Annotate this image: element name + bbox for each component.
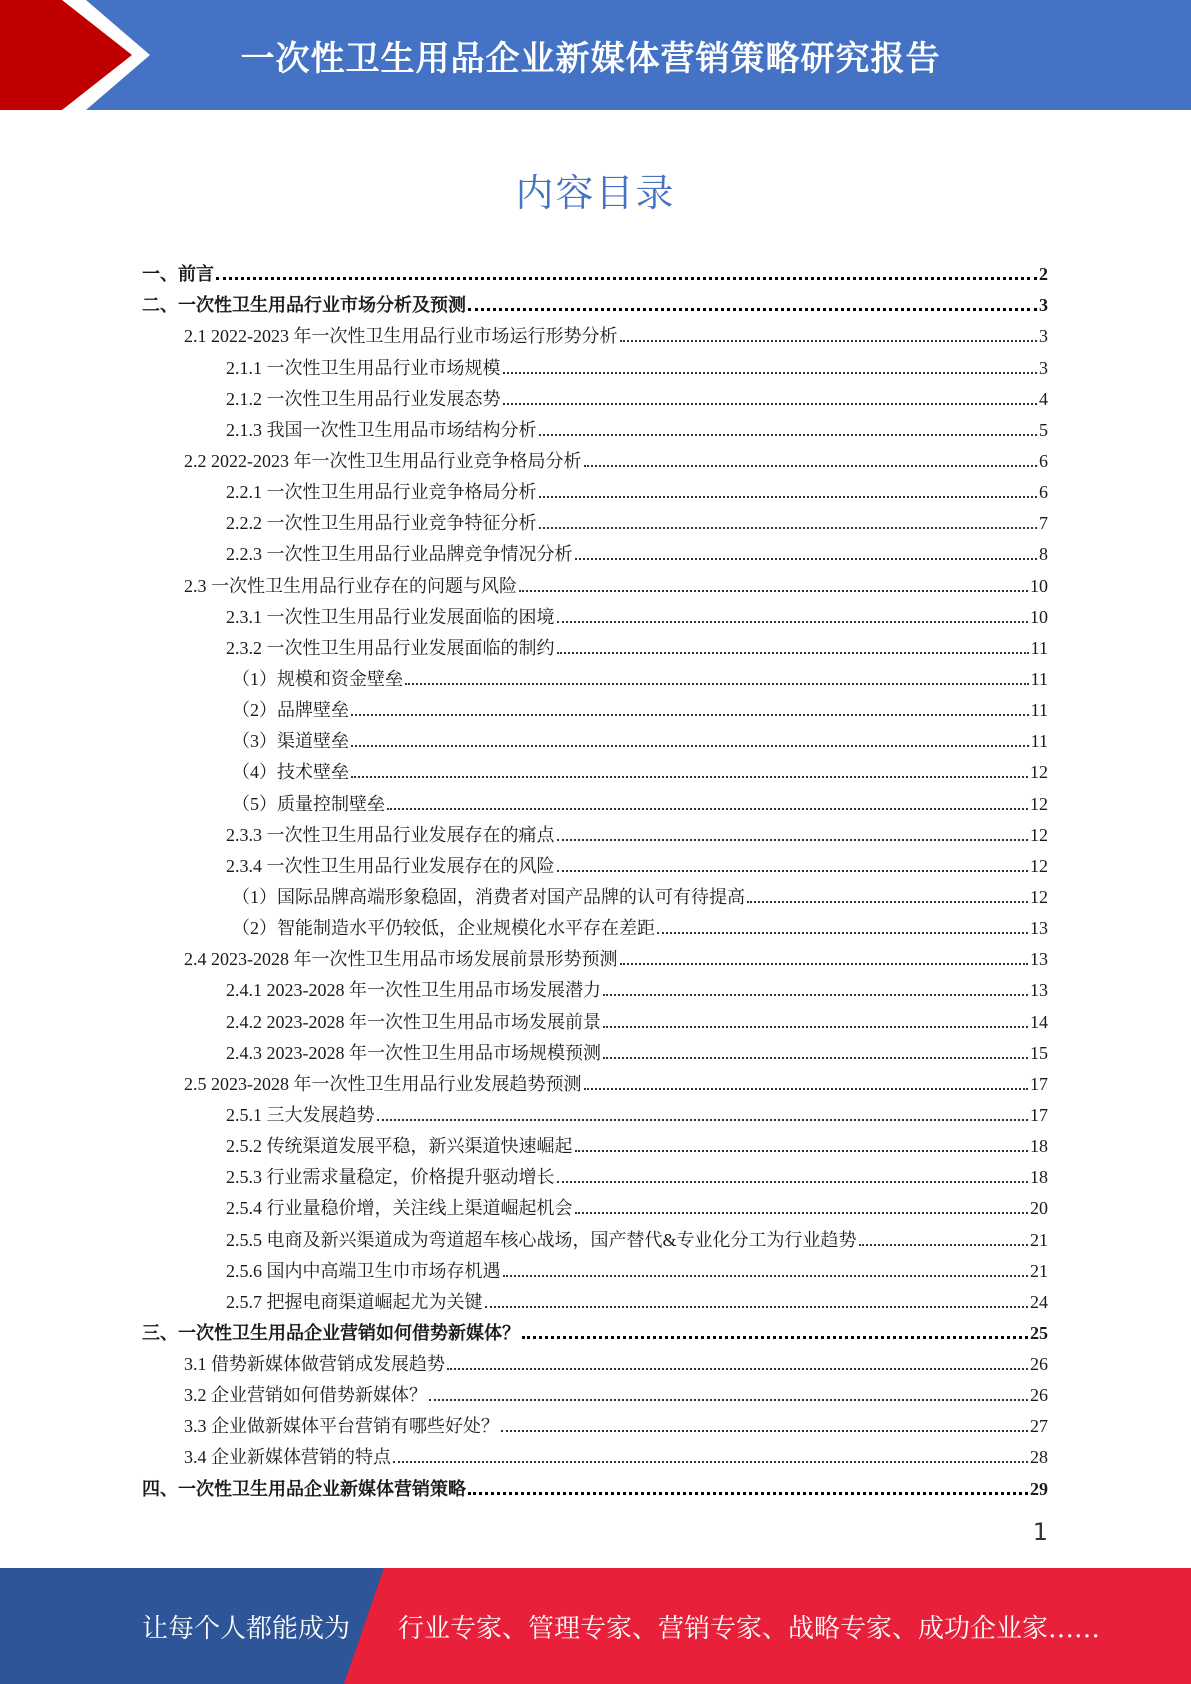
toc-entry[interactable]: [142, 1251, 1048, 1282]
toc-entry-label: 2.2.1 一次性卫生用品行业竞争格局分析: [226, 482, 537, 503]
toc-entry-label: 2.5.3 行业需求量稳定，价格提升驱动增长: [226, 1167, 555, 1188]
toc-leader-dots: [557, 839, 1029, 841]
toc-entry-page: 14: [1030, 1011, 1048, 1032]
toc-entry[interactable]: [142, 1095, 1048, 1126]
toc-entry-label: 2.4.2 2023-2028 年一次性卫生用品市场发展前景: [226, 1011, 601, 1032]
toc-entry-label: 2.5.2 传统渠道发展平稳，新兴渠道快速崛起: [226, 1136, 573, 1157]
toc-entry[interactable]: [142, 721, 1048, 752]
toc-leader-dots: [575, 1212, 1029, 1214]
toc-entry-page: 21: [1030, 1260, 1048, 1281]
toc-entry-page: 11: [1030, 731, 1048, 752]
toc-entry-label: 2.5.1 三大发展趋势: [226, 1104, 375, 1125]
toc-entry[interactable]: [142, 1468, 1048, 1499]
toc-entry-page: 10: [1030, 575, 1048, 596]
toc-entry-label: 2.1.1 一次性卫生用品行业市场规模: [226, 357, 501, 378]
toc-entry-label: 2.1.2 一次性卫生用品行业发展态势: [226, 388, 501, 409]
toc-entry-page: 17: [1030, 1073, 1048, 1094]
toc-entry-label: 3.4 企业新媒体营销的特点: [184, 1447, 391, 1468]
toc-entry-page: 11: [1030, 668, 1048, 689]
toc-leader-dots: [503, 372, 1038, 374]
toc-entry[interactable]: [142, 379, 1048, 410]
toc-entry-label: 2.5.5 电商及新兴渠道成为弯道超车核心战场，国产替代&专业化分工为行业趋势: [226, 1229, 857, 1250]
toc-entry-label: （4）技术壁垒: [232, 762, 349, 783]
toc-entry-label: 2.5.4 行业量稳价增，关注线上渠道崛起机会: [226, 1198, 573, 1219]
toc-leader-dots: [351, 714, 1029, 716]
toc-entry-label: 一、前言: [142, 264, 214, 285]
toc-entry-label: 2.3.3 一次性卫生用品行业发展存在的痛点: [226, 824, 555, 845]
toc-entry-page: 13: [1030, 918, 1048, 939]
toc-entry-label: 2.3.4 一次性卫生用品行业发展存在的风险: [226, 855, 555, 876]
toc-entry-label: 2.5.6 国内中高端卫生巾市场存机遇: [226, 1260, 501, 1281]
toc-entry[interactable]: [142, 1157, 1048, 1188]
toc-leader-dots: [429, 1399, 1028, 1401]
toc-entry-page: 3: [1039, 326, 1048, 347]
toc-entry-label: （5）质量控制壁垒: [232, 793, 385, 814]
toc-leader-dots: [557, 652, 1029, 654]
toc-entry-page: 7: [1039, 513, 1048, 534]
toc-entry-label: 2.2 2022-2023 年一次性卫生用品行业竞争格局分析: [184, 450, 582, 471]
toc-leader-dots: [405, 683, 1029, 685]
toc-leader-dots: [351, 745, 1029, 747]
toc-entry-label: 2.1 2022-2023 年一次性卫生用品行业市场运行形势分析: [184, 326, 618, 347]
toc-entry-page: 12: [1030, 886, 1048, 907]
toc-leader-dots: [539, 434, 1038, 436]
toc-entry[interactable]: [142, 628, 1048, 659]
toc-entry[interactable]: [142, 659, 1048, 690]
toc-entry-page: 2: [1039, 264, 1048, 285]
toc-entry[interactable]: [142, 1344, 1048, 1375]
toc-entry[interactable]: [142, 503, 1048, 534]
toc-entry-page: 3: [1039, 357, 1048, 378]
toc-entry-label: 2.2.3 一次性卫生用品行业品牌竞争情况分析: [226, 544, 573, 565]
toc-entry-page: 12: [1030, 824, 1048, 845]
toc-entry[interactable]: [142, 846, 1048, 877]
toc-entry-page: 28: [1030, 1447, 1048, 1468]
toc-leader-dots: [603, 1026, 1028, 1028]
toc-leader-dots: [557, 870, 1029, 872]
toc-leader-dots: [539, 496, 1038, 498]
toc-entry-label: （2）智能制造水平仍较低，企业规模化水平存在差距: [232, 918, 655, 939]
toc-leader-dots: [603, 1057, 1028, 1059]
toc-entry-label: 2.5.7 把握电商渠道崛起尤为关键: [226, 1291, 483, 1312]
toc-entry-label: 2.3.1 一次性卫生用品行业发展面临的困境: [226, 606, 555, 627]
toc-entry-page: 20: [1030, 1198, 1048, 1219]
toc-entry[interactable]: [142, 1033, 1048, 1064]
toc-entry-page: 13: [1030, 949, 1048, 970]
toc-leader-dots: [387, 808, 1028, 810]
toc-entry-page: 10: [1030, 606, 1048, 627]
toc-leader-dots: [859, 1244, 1029, 1246]
toc-entry[interactable]: [142, 970, 1048, 1001]
toc-heading: 内容目录: [515, 171, 676, 215]
toc-entry-page: 25: [1030, 1322, 1048, 1343]
toc-entry-page: 29: [1030, 1478, 1048, 1499]
toc-leader-dots: [657, 932, 1028, 934]
toc-entry-label: 二、一次性卫生用品行业市场分析及预测: [142, 295, 466, 316]
toc-entry[interactable]: [142, 441, 1048, 472]
toc-entry[interactable]: [142, 565, 1048, 596]
footer-slogan-right: 行业专家、管理专家、营销专家、战略专家、成功企业家……: [398, 1613, 1101, 1644]
toc-leader-dots: [539, 527, 1038, 529]
toc-leader-dots: [584, 1088, 1029, 1090]
toc-leader-dots: [603, 994, 1028, 996]
toc-entry[interactable]: [142, 1188, 1048, 1219]
toc-leader-dots: [519, 590, 1028, 592]
toc-entry[interactable]: [142, 877, 1048, 908]
toc-leader-dots: [503, 1275, 1029, 1277]
toc-entry-label: （2）品牌壁垒: [232, 700, 349, 721]
toc-entry[interactable]: [142, 783, 1048, 814]
toc-entry-label: （1）规模和资金壁垒: [232, 668, 403, 689]
toc-entry-page: 26: [1030, 1354, 1048, 1375]
toc-leader-dots: [575, 1150, 1029, 1152]
toc-entry[interactable]: [142, 908, 1048, 939]
toc-entry-page: 15: [1030, 1042, 1048, 1063]
toc-entry-label: 2.3.2 一次性卫生用品行业发展面临的制约: [226, 637, 555, 658]
toc-entry-page: 5: [1039, 419, 1048, 440]
page-number: 1: [1032, 1518, 1048, 1546]
toc-entry-label: 三、一次性卫生用品企业营销如何借势新媒体？: [142, 1322, 520, 1343]
toc-entry-label: 四、一次性卫生用品企业新媒体营销策略: [142, 1478, 466, 1499]
toc-leader-dots: [584, 465, 1038, 467]
toc-entry-label: （1）国际品牌高端形象稳固，消费者对国产品牌的认可有待提高: [232, 886, 745, 907]
table-of-contents: [142, 254, 1048, 1500]
toc-entry-page: 12: [1030, 793, 1048, 814]
toc-entry-label: 2.4.3 2023-2028 年一次性卫生用品市场规模预测: [226, 1042, 601, 1063]
toc-entry[interactable]: [142, 1282, 1048, 1313]
toc-entry[interactable]: [142, 690, 1048, 721]
toc-entry[interactable]: [142, 1375, 1048, 1406]
toc-entry-label: 2.3 一次性卫生用品行业存在的问题与风险: [184, 575, 517, 596]
toc-leader-dots: [557, 1181, 1029, 1183]
toc-leader-dots: [522, 1336, 1028, 1339]
toc-entry-label: 2.1.3 我国一次性卫生用品市场结构分析: [226, 419, 537, 440]
toc-entry-label: 2.2.2 一次性卫生用品行业竞争特征分析: [226, 513, 537, 534]
toc-leader-dots: [468, 1492, 1028, 1495]
toc-entry-page: 26: [1030, 1385, 1048, 1406]
toc-entry-label: 3.1 借势新媒体做营销成发展趋势: [184, 1354, 445, 1375]
toc-entry-page: 6: [1039, 482, 1048, 503]
toc-entry-label: 3.3 企业做新媒体平台营销有哪些好处？: [184, 1416, 499, 1437]
toc-entry[interactable]: [142, 939, 1048, 970]
toc-entry-page: 18: [1030, 1167, 1048, 1188]
toc-entry[interactable]: [142, 347, 1048, 378]
page-footer: [0, 1568, 1191, 1684]
toc-leader-dots: [575, 558, 1038, 560]
toc-entry-page: 3: [1039, 295, 1048, 316]
toc-entry-page: 27: [1030, 1416, 1048, 1437]
toc-entry[interactable]: [142, 285, 1048, 316]
toc-entry-page: 8: [1039, 544, 1048, 565]
toc-leader-dots: [557, 621, 1029, 623]
toc-leader-dots: [377, 1119, 1029, 1121]
toc-entry[interactable]: [142, 1001, 1048, 1032]
toc-leader-dots: [501, 1430, 1028, 1432]
toc-entry-page: 18: [1030, 1136, 1048, 1157]
toc-leader-dots: [216, 277, 1037, 280]
page-header: [0, 0, 1191, 110]
toc-entry-page: 17: [1030, 1104, 1048, 1125]
toc-entry[interactable]: [142, 1126, 1048, 1157]
toc-entry[interactable]: [142, 1313, 1048, 1344]
toc-entry[interactable]: [142, 752, 1048, 783]
toc-leader-dots: [393, 1461, 1028, 1463]
toc-entry-page: 11: [1030, 637, 1048, 658]
toc-entry-page: 24: [1030, 1291, 1048, 1312]
toc-leader-dots: [620, 340, 1038, 342]
footer-slogan-left: 让每个人都能成为: [142, 1613, 351, 1644]
toc-entry[interactable]: [142, 534, 1048, 565]
toc-entry[interactable]: [142, 1219, 1048, 1250]
toc-entry[interactable]: [142, 316, 1048, 347]
toc-entry[interactable]: [142, 1406, 1048, 1437]
toc-leader-dots: [468, 308, 1037, 311]
toc-leader-dots: [447, 1368, 1028, 1370]
toc-entry-page: 21: [1030, 1229, 1048, 1250]
toc-entry-label: 2.4 2023-2028 年一次性卫生用品市场发展前景形势预测: [184, 949, 618, 970]
toc-entry[interactable]: [142, 254, 1048, 285]
toc-entry-page: 6: [1039, 450, 1048, 471]
toc-entry-page: 13: [1030, 980, 1048, 1001]
toc-entry[interactable]: [142, 815, 1048, 846]
toc-entry[interactable]: [142, 472, 1048, 503]
toc-entry[interactable]: [142, 410, 1048, 441]
toc-leader-dots: [620, 963, 1029, 965]
toc-leader-dots: [503, 403, 1038, 405]
toc-entry-page: 12: [1030, 855, 1048, 876]
report-title: 一次性卫生用品企业新媒体营销策略研究报告: [240, 38, 941, 79]
toc-entry-page: 11: [1030, 700, 1048, 721]
toc-entry-page: 4: [1039, 388, 1048, 409]
toc-entry-page: 12: [1030, 762, 1048, 783]
toc-entry[interactable]: [142, 597, 1048, 628]
toc-entry[interactable]: [142, 1064, 1048, 1095]
toc-leader-dots: [351, 776, 1028, 778]
toc-entry[interactable]: [142, 1437, 1048, 1468]
toc-leader-dots: [747, 901, 1028, 903]
toc-entry-label: 3.2 企业营销如何借势新媒体？: [184, 1385, 427, 1406]
toc-leader-dots: [485, 1306, 1029, 1308]
toc-entry-label: （3）渠道壁垒: [232, 731, 349, 752]
toc-entry-label: 2.4.1 2023-2028 年一次性卫生用品市场发展潜力: [226, 980, 601, 1001]
toc-entry-label: 2.5 2023-2028 年一次性卫生用品行业发展趋势预测: [184, 1073, 582, 1094]
